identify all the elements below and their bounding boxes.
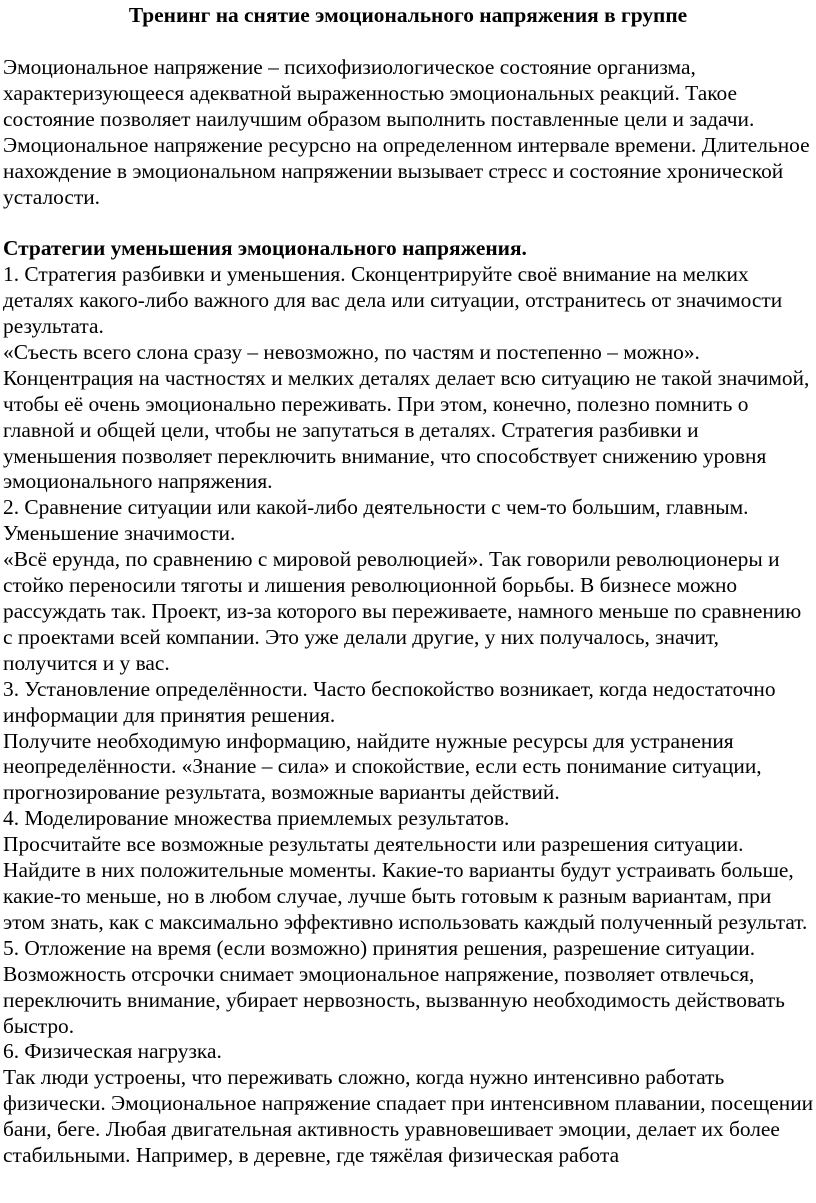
strategy-4-explanation: Просчитайте все возможные результаты деятельности или разрешения ситуации. Найдите в них положительные моменты. Какие-то варианты будут устраивать больше, какие-то меньше, но в любом случае, лучше быть готовым к разным вариантам, при этом знать, как с максимально эффективно использовать каждый полученный результат. bbox=[3, 832, 808, 934]
strategy-6-paragraph: 6. Физическая нагрузка. bbox=[3, 1039, 222, 1064]
strategy-1-paragraph: 1. Стратегия разбивки и уменьшения. Сконцентрируйте своё внимание на мелких деталях какого-либо важного для вас дела или ситуации, отстранитесь от значимости результата. bbox=[3, 262, 783, 339]
strategy-2-explanation: «Всё ерунда, по сравнению с мировой революцией». Так говорили революционеры и стойко переносили тяготы и лишения революционной борьбы. В бизнесе можно рассуждать так. Проект, из-за которого вы переживаете, намного меньше по сравнению с проектами всей компании. Это уже делали другие, у них получалось, значит, получится и у вас. bbox=[3, 547, 802, 675]
section-heading: Стратегии уменьшения эмоционального напряжения. bbox=[3, 236, 527, 261]
strategy-3-paragraph: 3. Установление определённости. Часто беспокойство возникает, когда недостаточно информации для принятия решения. bbox=[3, 676, 776, 727]
document-title: Тренинг на снятие эмоционального напряжения в группе bbox=[128, 3, 688, 27]
intro-paragraph: Эмоциональное напряжение – психофизиологическое состояние организма, характеризующееся адекватной выраженностью эмоциональных реакций. Такое состояние позволяет наилучшим образом выполнить поставленные цели и задачи. Эмоциональное напряжение ресурсно на определенном интервале времени. Длительное нахождение в эмоциональном напряжении вызывает стресс и состояние хронической усталости. bbox=[3, 55, 810, 209]
paragraph-spacer bbox=[3, 210, 816, 236]
strategy-2-paragraph: 2. Сравнение ситуации или какой-либо деятельности с чем-то большим, главным. Уменьшение значимости. bbox=[3, 495, 749, 546]
strategy-5-paragraph: 5. Отложение на время (если возможно) принятия решения, разрешение ситуации. Возможность отсрочки снимает эмоциональное напряжение, позволяет отвлечься, переключить внимание, убирает нервозность, вызванную необходимость действовать быстро. bbox=[3, 935, 785, 1038]
document-body bbox=[3, 55, 816, 1169]
strategy-3-explanation: Получите необходимую информацию, найдите нужные ресурсы для устранения неопределённости. «Знание – сила» и спокойствие, если есть понимание ситуации, прогнозирование результата, возможные варианты действий. bbox=[3, 728, 762, 805]
strategy-6-explanation: Так люди устроены, что переживать сложно, когда нужно интенсивно работать физически. Эмоциональное напряжение спадает при интенсивном плавании, посещении бани, беге. Любая двигательная активность уравновешивает эмоции, делает их более стабильными. Например, в деревне, где тяжёлая физическая работа bbox=[3, 1065, 814, 1168]
strategy-1-explanation: «Съесть всего слона сразу – невозможно, по частям и постепенно – можно». Концентрация на частностях и мелких деталях делает всю ситуацию не такой значимой, чтобы её очень эмоционально переживать. При этом, конечно, полезно помнить о главной и общей цели, чтобы не запутаться в деталях. Стратегия разбивки и уменьшения позволяет переключить внимание, что способствует снижению уровня эмоционального напряжения. bbox=[3, 339, 810, 494]
strategy-4-paragraph: 4. Моделирование множества приемлемых результатов. bbox=[3, 806, 510, 831]
